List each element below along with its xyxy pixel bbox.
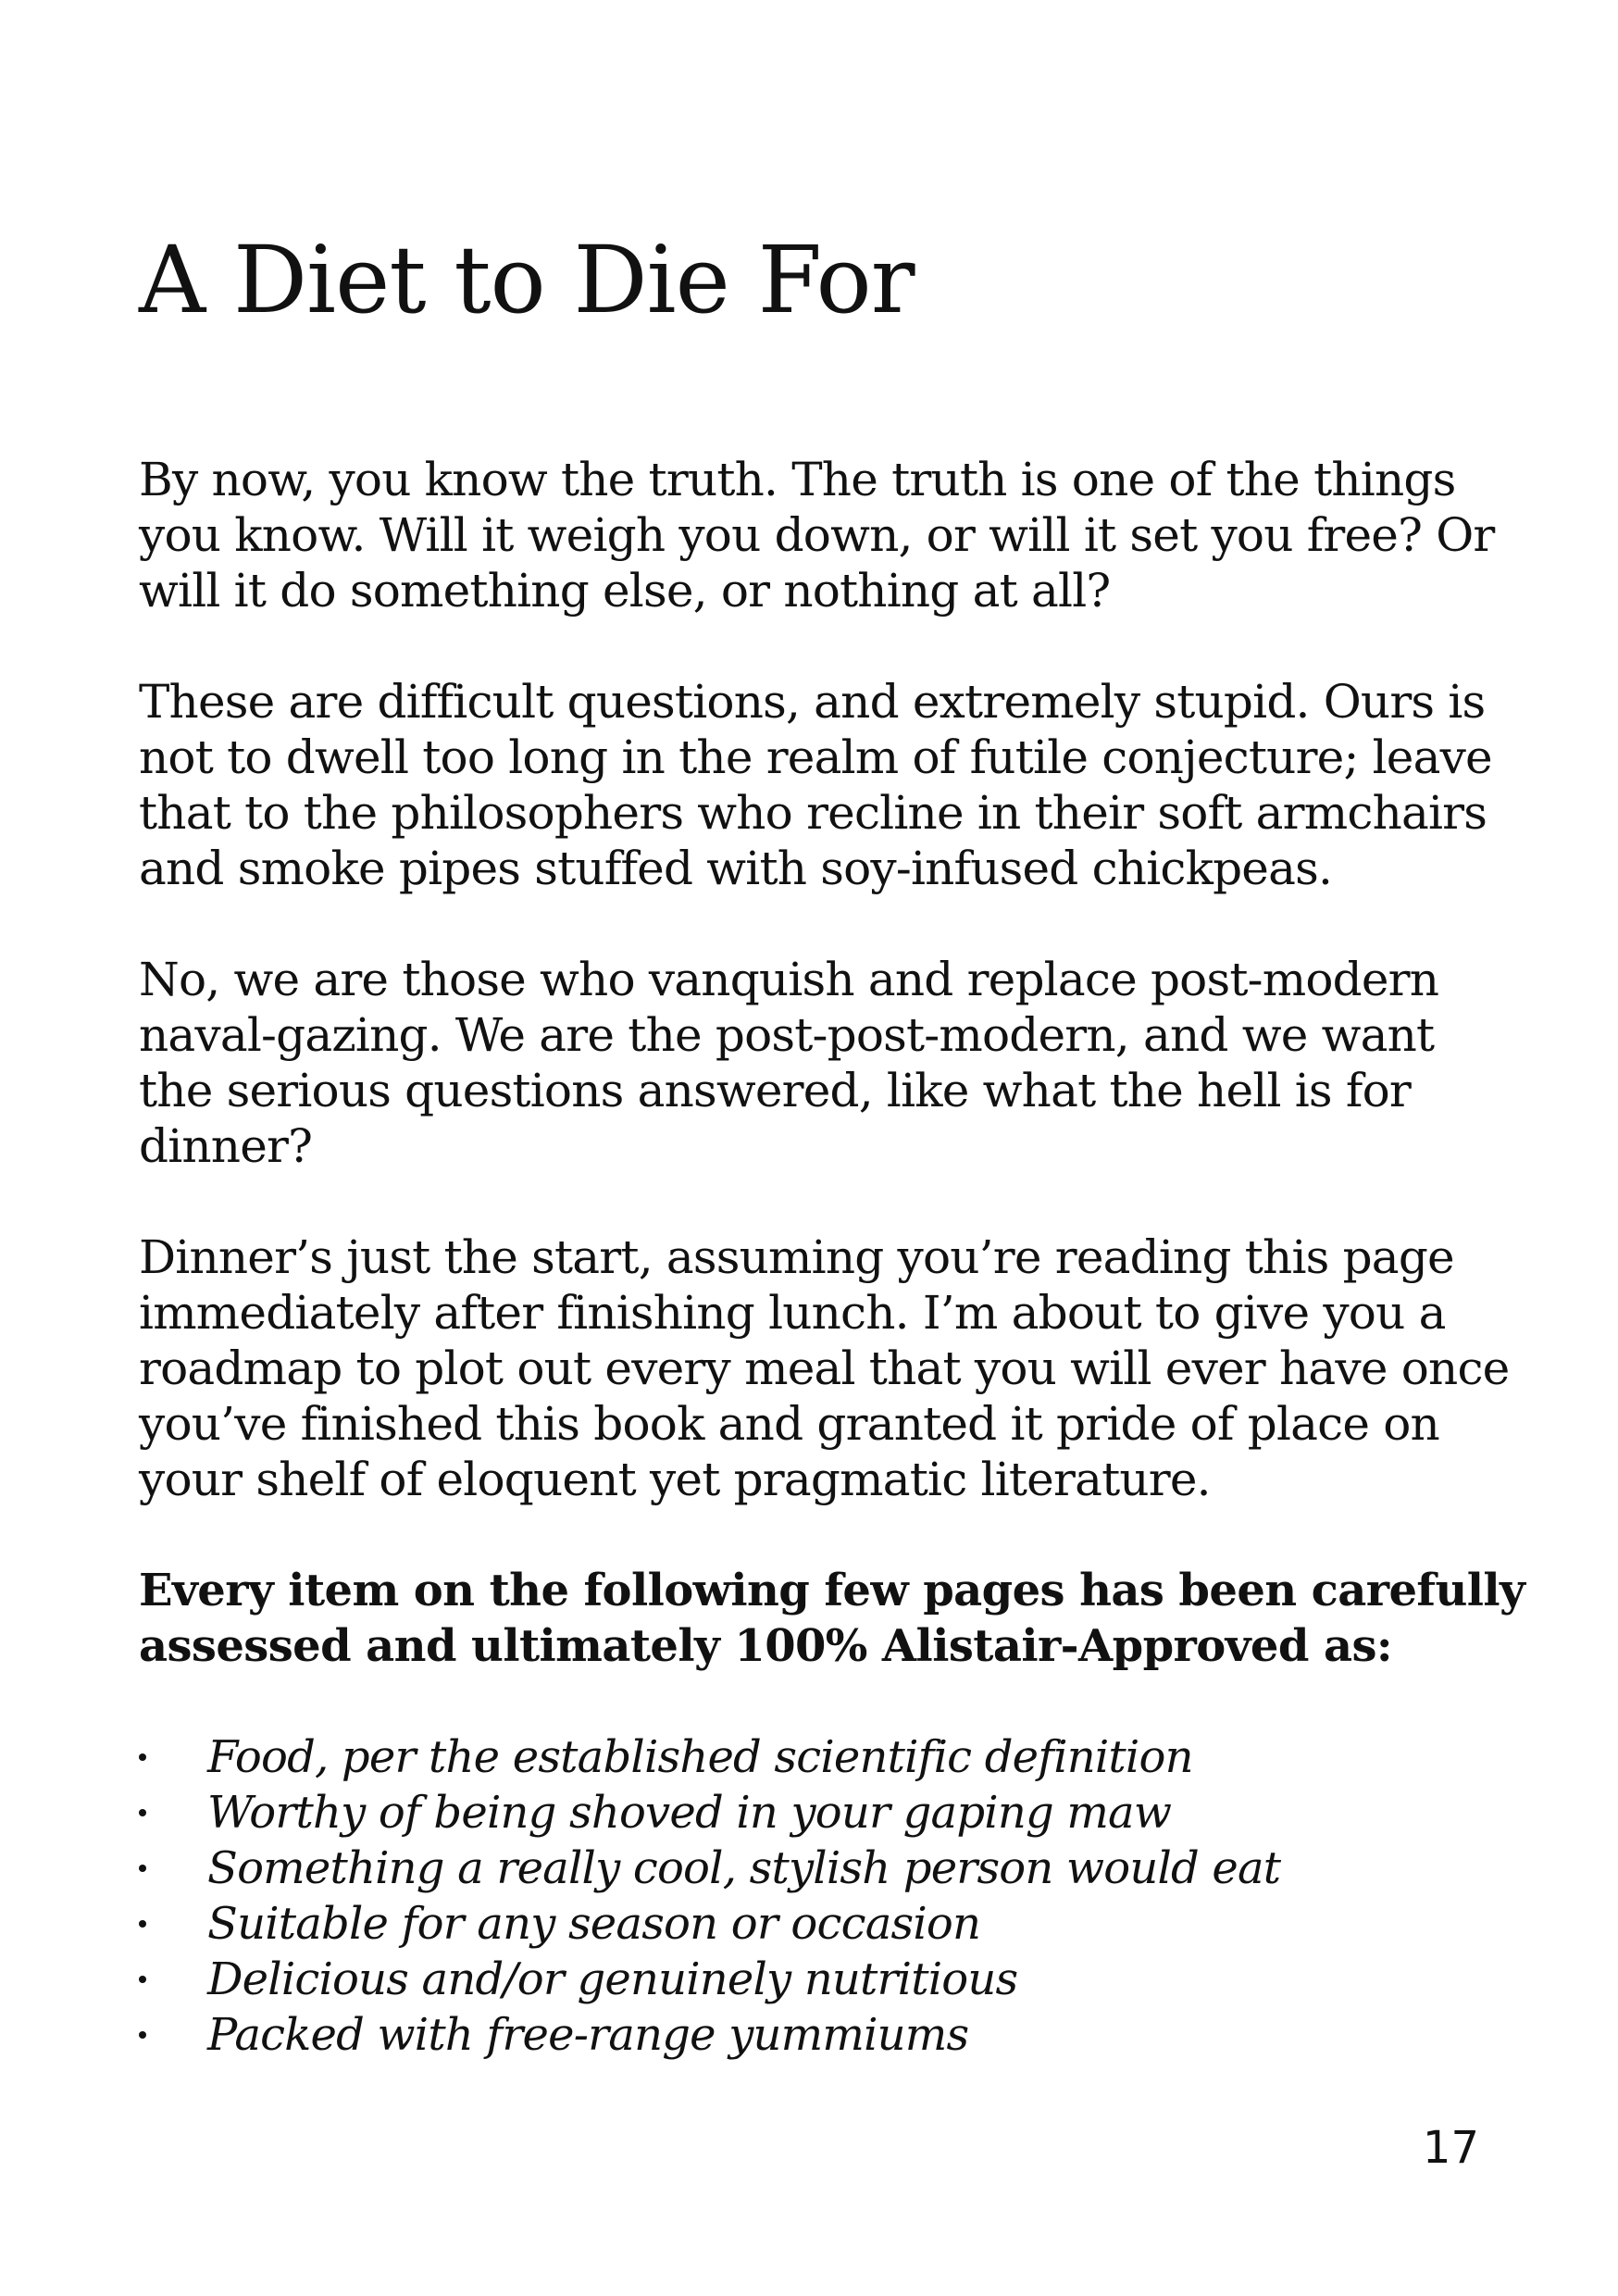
approval-lead xyxy=(139,1563,1525,1674)
list-item-text: Suitable for any season or occasion xyxy=(207,1898,981,1950)
paragraph-1 xyxy=(139,452,1495,618)
paragraph-line: you’ve finished this book and granted it pride of place on xyxy=(139,1397,1439,1451)
list-item-text: Food, per the established scientific definition xyxy=(207,1731,1193,1783)
bullet-icon xyxy=(139,1976,146,1983)
list-item-text: Packed with free-range yummiums xyxy=(207,2009,969,2061)
paragraph-line: Dinner’s just the start, assuming you’re reading this page xyxy=(139,1230,1454,1284)
paragraph-line: No, we are those who vanquish and replace post-modern xyxy=(139,953,1439,1006)
lead-line: Every item on the following few pages has been carefully xyxy=(139,1565,1525,1616)
paragraph-line: immediately after finishing lunch. I’m about to give you a xyxy=(139,1286,1446,1340)
bullet-icon xyxy=(139,1865,146,1872)
bullet-icon xyxy=(139,1753,146,1761)
page-number: 17 xyxy=(1422,2122,1479,2174)
chapter-title: A Diet to Die For xyxy=(139,226,915,334)
paragraph-3 xyxy=(139,952,1490,1174)
list-item xyxy=(139,1729,1490,1785)
body-text xyxy=(139,452,1525,2063)
approval-list xyxy=(139,1729,1490,2063)
list-item xyxy=(139,1896,1490,1952)
paragraph-line: and smoke pipes stuffed with soy-infused chickpeas. xyxy=(139,842,1333,895)
list-item xyxy=(139,2007,1490,2063)
paragraph-line: not to dwell too long in the realm of futile conjecture; leave xyxy=(139,730,1492,784)
paragraph-line: roadmap to plot out every meal that you will ever have once xyxy=(139,1341,1510,1395)
bullet-icon xyxy=(139,1920,146,1928)
list-item-text: Worthy of being shoved in your gaping maw xyxy=(207,1787,1172,1839)
paragraph-line: naval-gazing. We are the post-post-modern, and we want xyxy=(139,1008,1435,1062)
paragraph-line: that to the philosophers who recline in their soft armchairs xyxy=(139,786,1487,840)
paragraph-line: dinner? xyxy=(139,1119,313,1173)
paragraph-line: will it do something else, or nothing at all? xyxy=(139,564,1111,618)
paragraph-2 xyxy=(139,674,1490,896)
bullet-icon xyxy=(139,1809,146,1816)
lead-line: assessed and ultimately 100% Alistair-Approved as: xyxy=(139,1620,1392,1672)
paragraph-line: the serious questions answered, like what the hell is for xyxy=(139,1064,1411,1117)
list-item xyxy=(139,1785,1490,1841)
list-item xyxy=(139,1841,1490,1896)
paragraph-line: you know. Will it weigh you down, or will it set you free? Or xyxy=(139,508,1495,562)
paragraph-line: These are difficult questions, and extremely stupid. Ours is xyxy=(139,675,1486,729)
bullet-icon xyxy=(139,2031,146,2039)
list-item-text: Something a really cool, stylish person would eat xyxy=(207,1842,1281,1894)
paragraph-line: By now, you know the truth. The truth is one of the things xyxy=(139,453,1456,506)
list-item xyxy=(139,1952,1490,2007)
list-item-text: Delicious and/or genuinely nutritious xyxy=(207,1953,1018,2005)
paragraph-4 xyxy=(139,1229,1510,1507)
paragraph-line: your shelf of eloquent yet pragmatic literature. xyxy=(139,1453,1211,1506)
